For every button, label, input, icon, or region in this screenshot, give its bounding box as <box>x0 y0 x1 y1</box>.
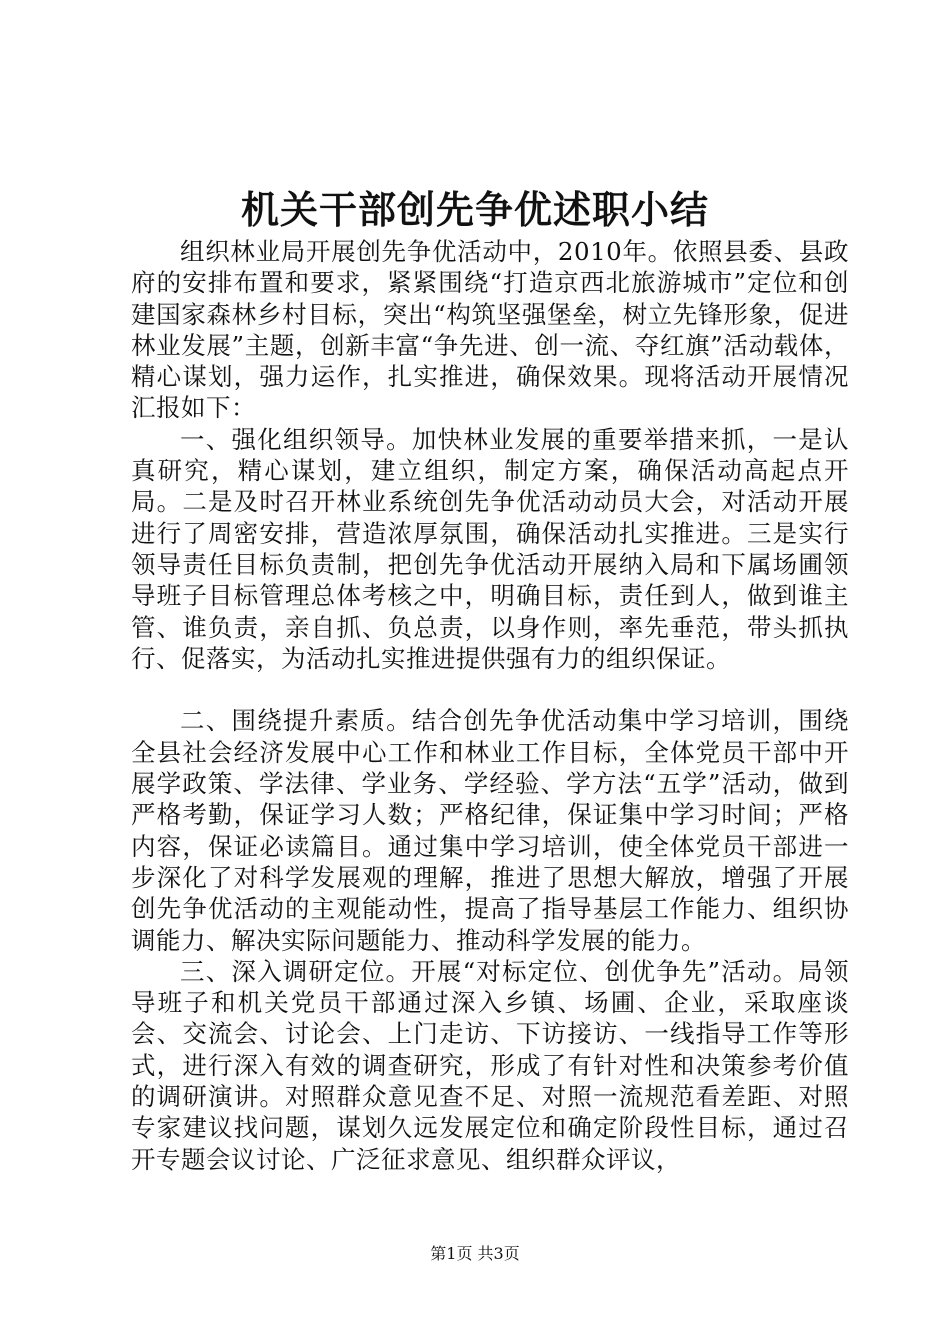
page-number-footer: 第1页 共3页 <box>430 1244 520 1263</box>
document-body <box>131 236 849 1175</box>
document-title: 机关干部创先争优述职小结 <box>240 187 709 232</box>
paragraph-section-3: 三、深入调研定位。开展“对标定位、创优争先”活动。局领导班子和机关党员干部通过深入乡镇、场圃、企业，采取座谈会、交流会、讨论会、上门走访、下访接访、一线指导工作等形式，进行深入有效的调查研究，形成了有针对性和决策参考价值的调研演讲。对照群众意见查不足、对照一流规范看差距、对照专家建议找问题，谋划久远发展定位和确定阶段性目标，通过召开专题会议讨论、广泛征求意见、组织群众评议， <box>131 956 849 1174</box>
paragraph-spacer <box>131 674 849 705</box>
paragraph-intro: 组织林业局开展创先争优活动中，2010年。依照县委、县政府的安排布置和要求，紧紧围绕“打造京西北旅游城市”定位和创建国家森林乡村目标，突出“构筑坚强堡垒，树立先锋形象，促进林业发展”主题，创新丰富“争先进、创一流、夺红旗”活动载体，精心谋划，强力运作，扎实推进，确保效果。现将活动开展情况汇报如下： <box>131 237 849 423</box>
paragraph-section-2: 二、围绕提升素质。结合创先争优活动集中学习培训，围绕全县社会经济发展中心工作和林业工作目标，全体党员干部中开展学政策、学法律、学业务、学经验、学方法“五学”活动，做到严格考勤，保证学习人数；严格纪律，保证集中学习时间；严格内容，保证必读篇目。通过集中学习培训，使全体党员干部进一步深化了对科学发展观的理解，推进了思想大解放，增强了开展创先争优活动的主观能动性，提高了指导基层工作能力、组织协调能力、解决实际问题能力、推动科学发展的能力。 <box>131 706 849 955</box>
paragraph-section-1: 一、强化组织领导。加快林业发展的重要举措来抓，一是认真研究，精心谋划，建立组织，制定方案，确保活动高起点开局。二是及时召开林业系统创先争优活动动员大会，对活动开展进行了周密安排，营造浓厚氛围，确保活动扎实推进。三是实行领导责任目标负责制，把创先争优活动开展纳入局和下属场圃领导班子目标管理总体考核之中，明确目标，责任到人，做到谁主管、谁负责，亲自抓、负总责，以身作则，率先垂范，带头抓执行、促落实，为活动扎实推进提供强有力的组织保证。 <box>131 424 849 673</box>
